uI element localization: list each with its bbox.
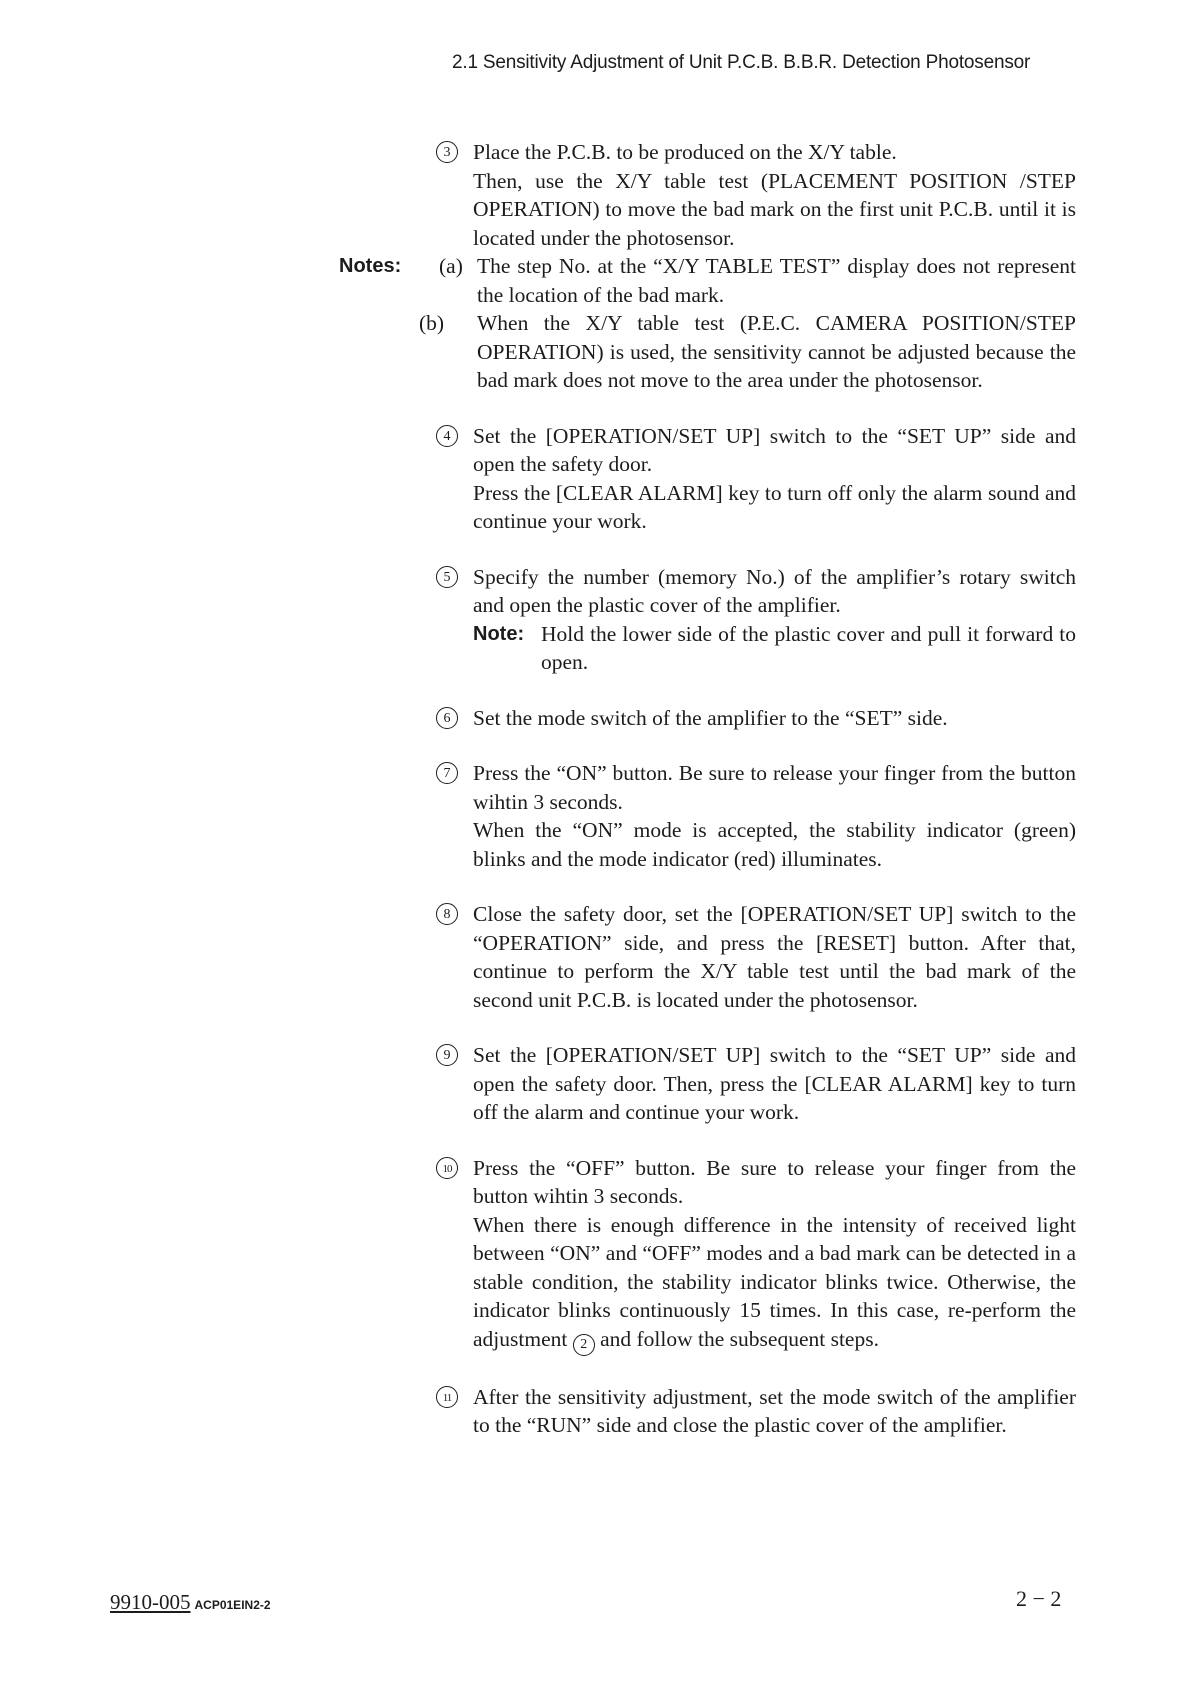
step-text: Then, use the X/Y table test (PLACEMENT POSITION /STEP OPERATION) to move the bad mark on the first unit P.C.B. until it is located under the photosensor. [473, 168, 1076, 250]
step-number-badge: 7 [436, 762, 458, 784]
step-number-badge: 4 [436, 425, 458, 447]
step-9 [436, 1041, 1076, 1127]
step-10 [436, 1154, 1076, 1356]
note-b [339, 309, 1076, 395]
doc-suffix: ACP01EIN2-2 [194, 1598, 271, 1612]
notes-block [339, 252, 1076, 395]
note-text: Hold the lower side of the plastic cover and pull it forward to open. [541, 621, 1076, 674]
note-text: The step No. at the “X/Y TABLE TEST” display does not represent the location of the bad mark. [477, 254, 1076, 307]
step-text: Place the P.C.B. to be produced on the X/Y table. [473, 140, 897, 164]
step-text [473, 1211, 1076, 1356]
document-body [339, 138, 1076, 1440]
step-text: Press the [CLEAR ALARM] key to turn off only the alarm sound and continue your work. [473, 480, 1076, 533]
step-text: Specify the number (memory No.) of the amplifier’s rotary switch and open the plastic cover of the amplifier. [473, 564, 1076, 617]
step-5 [436, 563, 1076, 677]
step-text: Close the safety door, set the [OPERATION/SET UP] switch to the “OPERATION” side, and press the [RESET] button. After that, continue to perform the X/Y table test until the bad mark of the second unit P.C.B. is located under the photosensor. [473, 902, 1076, 1012]
step-number-badge: 11 [436, 1386, 458, 1408]
note-a [339, 252, 1076, 309]
page-header: 2.1 Sensitivity Adjustment of Unit P.C.B. B.B.R. Detection Photosensor [452, 52, 1031, 73]
step-text: Press the “OFF” button. Be sure to release your finger from the button wihtin 3 seconds. [473, 1155, 1076, 1208]
step-text: Press the “ON” button. Be sure to release your finger from the button wihtin 3 seconds. [473, 761, 1076, 814]
step-11 [436, 1383, 1076, 1440]
step-text: Set the [OPERATION/SET UP] switch to the “SET UP” side and open the safety door. [473, 423, 1076, 476]
note-tag: (b) [419, 311, 445, 335]
step-7 [436, 759, 1076, 873]
doc-code: 9910-005 [110, 1590, 191, 1614]
page-number: 2 − 2 [1016, 1586, 1062, 1611]
step-text: After the sensitivity adjustment, set the mode switch of the amplifier to the “RUN” side and close the plastic cover of the amplifier. [473, 1384, 1076, 1437]
step-text: Set the mode switch of the amplifier to the “SET” side. [473, 705, 948, 730]
step-4 [436, 422, 1076, 536]
note-text: When the X/Y table test (P.E.C. CAMERA POSITION/STEP OPERATION) is used, the sensitivity cannot be adjusted because the bad mark does not move to the area under the photosensor. [477, 311, 1076, 392]
step-number-badge: 9 [436, 1044, 458, 1066]
step-number-badge: 5 [436, 566, 458, 588]
step-8 [436, 900, 1076, 1014]
step-number-badge: 8 [436, 903, 458, 925]
notes-label: Notes: [339, 255, 402, 277]
step-number-badge: 6 [436, 707, 458, 729]
step-3 [436, 138, 1076, 252]
document-code [110, 1590, 271, 1615]
step-6 [436, 704, 1076, 733]
step-number-badge: 3 [436, 141, 458, 163]
step-number-badge: 10 [436, 1157, 458, 1179]
note-tag: (a) [439, 254, 463, 278]
note-step-5 [473, 620, 1076, 677]
step-text-part: and follow the subsequent steps. [600, 1326, 879, 1351]
note-label: Note: [473, 622, 525, 645]
step-text: When the “ON” mode is accepted, the stability indicator (green) blinks and the mode indicator (red) illuminates. [473, 818, 1076, 871]
step-text: Set the [OPERATION/SET UP] switch to the “SET UP” side and open the safety door. Then, press the [CLEAR ALARM] key to turn off the alarm and continue your work. [473, 1043, 1076, 1124]
step-reference-badge: 2 [573, 1334, 595, 1356]
step-text-part: When there is enough difference in the intensity of received light between “ON” and “OFF” modes and a bad mark can be detected in a stable condition, the stability indicator blinks twice. Otherwise, the indicator blinks continuously 15 times. In this case, re-perform the adjustment [473, 1212, 1076, 1351]
